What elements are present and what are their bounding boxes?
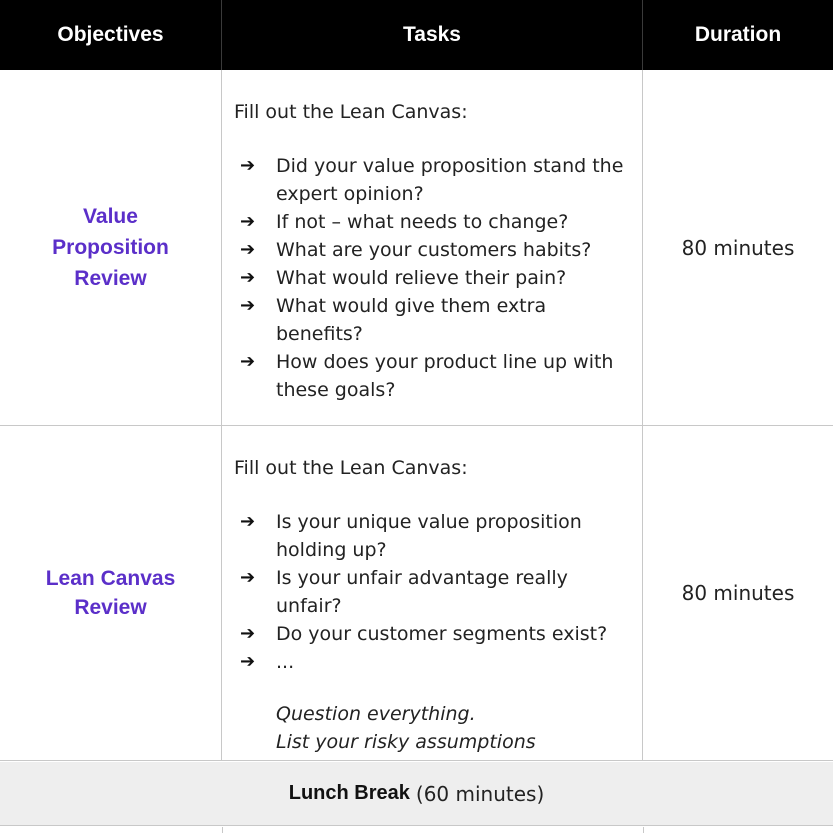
objective-cell (0, 70, 222, 425)
tasks-note: Question everything. List your risky assumptions (276, 703, 536, 753)
list-item: ➔ If not – what needs to change? (234, 208, 628, 236)
objective-cell (0, 426, 222, 760)
column-divider (222, 827, 223, 833)
table-header (0, 0, 833, 70)
duration-cell: 80 minutes (681, 235, 795, 260)
right-arrow-icon: ➔ (240, 511, 256, 532)
right-arrow-icon: ➔ (240, 239, 256, 260)
list-item: ➔ ... (234, 648, 628, 676)
duration-cell: 80 minutes (681, 581, 795, 605)
right-arrow-icon: ➔ (240, 623, 256, 644)
list-item: ➔ What would relieve their pain? (234, 264, 628, 292)
lunch-break-label: Lunch Break (288, 782, 410, 804)
right-arrow-icon: ➔ (240, 155, 256, 176)
tasks-intro: Fill out the Lean Canvas: (234, 101, 468, 123)
list-item: ➔ Is your unfair advantage really unfair? (234, 564, 628, 620)
right-arrow-icon: ➔ (240, 351, 256, 372)
objective-title: Lean Canvas Review (45, 567, 176, 619)
list-item: ➔ What would give them extra benefits? (234, 292, 628, 348)
list-item: ➔ Did your value proposition stand the expert opinion? (234, 152, 628, 208)
task-list (234, 508, 628, 676)
column-divider (643, 827, 644, 833)
tasks-cell (222, 426, 643, 760)
right-arrow-icon: ➔ (240, 567, 256, 588)
lunch-break-duration: (60 minutes) (415, 781, 545, 806)
list-item: ➔ How does your product line up with these goals? (234, 348, 628, 404)
list-item: ➔ Do your customer segments exist? (234, 620, 628, 648)
table-row (0, 70, 833, 426)
right-arrow-icon: ➔ (240, 651, 256, 672)
header-objectives: Objectives (0, 0, 222, 70)
right-arrow-icon: ➔ (240, 267, 256, 288)
list-item: ➔ Is your unique value proposition holding up? (234, 508, 628, 564)
right-arrow-icon: ➔ (240, 211, 256, 232)
tasks-cell (222, 70, 643, 425)
objective-title: Value Proposition Review (52, 205, 169, 290)
header-duration: Duration (694, 23, 782, 46)
table-row (0, 426, 833, 761)
task-list (234, 152, 628, 404)
right-arrow-icon: ➔ (240, 295, 256, 316)
lunch-break-row (0, 762, 833, 826)
tasks-intro: Fill out the Lean Canvas: (234, 457, 468, 479)
list-item: ➔ What are your customers habits? (234, 236, 628, 264)
header-tasks: Tasks (222, 0, 643, 70)
next-row-edge (0, 827, 833, 833)
